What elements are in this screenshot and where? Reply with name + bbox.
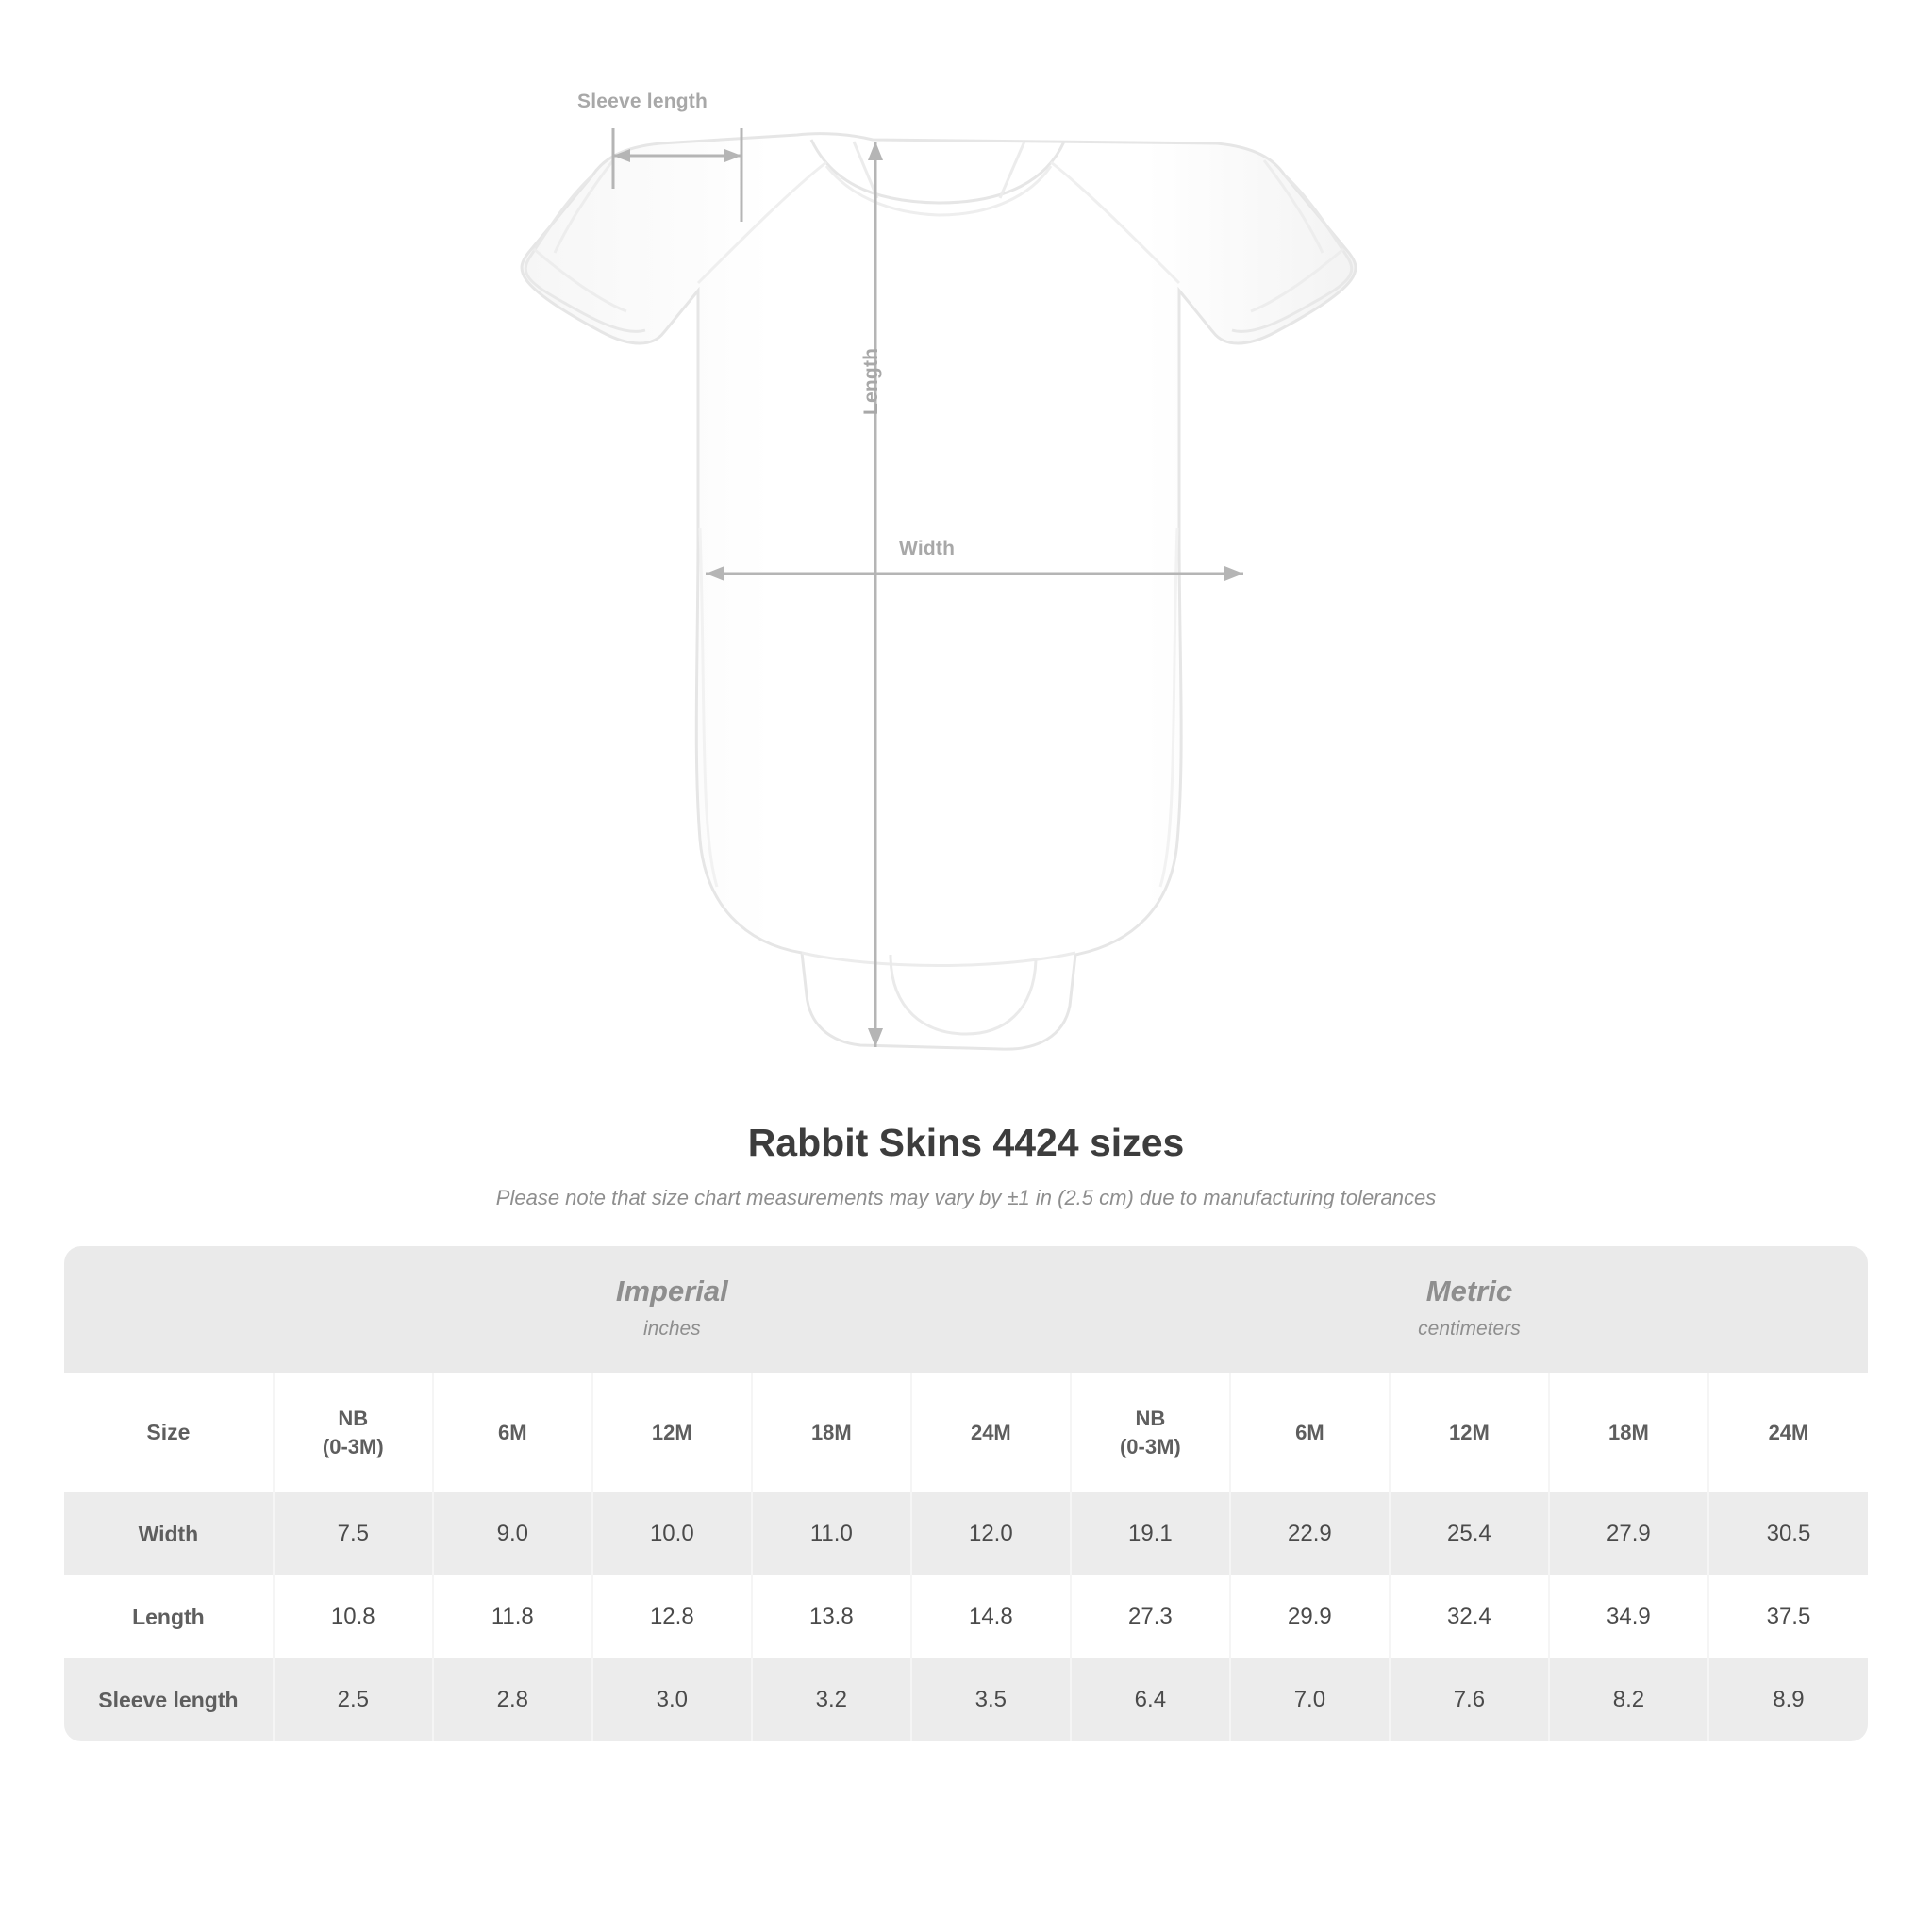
cell-sleeve-4: 3.5 <box>911 1658 1071 1741</box>
unit-group-metric <box>1071 1246 1868 1373</box>
col-header-5-line2: (0-3M) <box>1119 1434 1181 1458</box>
col-header-0-line1: NB <box>338 1407 369 1430</box>
page-title: Rabbit Skins 4424 sizes <box>747 1121 1185 1164</box>
unit-group-row <box>64 1246 1868 1373</box>
cell-sleeve-8: 8.2 <box>1549 1658 1708 1741</box>
table-row <box>64 1658 1868 1741</box>
cell-width-8: 27.9 <box>1549 1492 1708 1575</box>
cell-length-2: 12.8 <box>592 1575 752 1658</box>
col-header-9-line1: 24M <box>1768 1420 1809 1444</box>
table-row <box>64 1575 1868 1658</box>
table-row <box>64 1492 1868 1575</box>
cell-sleeve-2: 3.0 <box>592 1658 752 1741</box>
col-header-1-line1: 6M <box>498 1420 527 1444</box>
row-header-size: Size <box>64 1373 274 1492</box>
col-header-0-line2: (0-3M) <box>322 1434 384 1458</box>
cell-length-7: 32.4 <box>1390 1575 1549 1658</box>
cell-sleeve-0: 2.5 <box>274 1658 433 1741</box>
cell-sleeve-9: 8.9 <box>1708 1658 1868 1741</box>
cell-width-7: 25.4 <box>1390 1492 1549 1575</box>
width-label: Width <box>899 538 956 559</box>
unit-group-imperial-name: Imperial <box>615 1274 728 1307</box>
col-header-4 <box>911 1373 1071 1492</box>
cell-width-9: 30.5 <box>1708 1492 1868 1575</box>
unit-group-imperial <box>274 1246 1071 1373</box>
cell-sleeve-6: 7.0 <box>1230 1658 1390 1741</box>
cell-sleeve-5: 6.4 <box>1071 1658 1230 1741</box>
col-header-8-line1: 18M <box>1608 1420 1649 1444</box>
col-header-2 <box>592 1373 752 1492</box>
cell-length-0: 10.8 <box>274 1575 433 1658</box>
unit-group-metric-name: Metric <box>1425 1274 1513 1307</box>
col-header-6 <box>1230 1373 1390 1492</box>
sleeve-length-label: Sleeve length <box>577 91 708 112</box>
cell-width-3: 11.0 <box>752 1492 911 1575</box>
cell-width-1: 9.0 <box>433 1492 592 1575</box>
cell-width-0: 7.5 <box>274 1492 433 1575</box>
col-header-0 <box>274 1373 433 1492</box>
cell-width-4: 12.0 <box>911 1492 1071 1575</box>
column-header-row <box>64 1373 1868 1492</box>
col-header-3-line1: 18M <box>810 1420 852 1444</box>
cell-width-6: 22.9 <box>1230 1492 1390 1575</box>
cell-width-5: 19.1 <box>1071 1492 1230 1575</box>
col-header-2-line1: 12M <box>651 1420 692 1444</box>
cell-sleeve-1: 2.8 <box>433 1658 592 1741</box>
col-header-3 <box>752 1373 911 1492</box>
cell-length-9: 37.5 <box>1708 1575 1868 1658</box>
cell-length-4: 14.8 <box>911 1575 1071 1658</box>
col-header-9 <box>1708 1373 1868 1492</box>
size-table <box>64 1246 1868 1741</box>
col-header-7-line1: 12M <box>1449 1420 1490 1444</box>
cell-sleeve-3: 3.2 <box>752 1658 911 1741</box>
row-label-sleeve-length: Sleeve length <box>64 1658 274 1741</box>
unit-group-imperial-sub: inches <box>642 1318 701 1340</box>
size-table-wrapper <box>64 1246 1868 1741</box>
length-label: Length <box>860 347 882 415</box>
unit-group-metric-sub: centimeters <box>1418 1318 1521 1340</box>
unit-group-spacer <box>64 1246 274 1373</box>
cell-length-6: 29.9 <box>1230 1575 1390 1658</box>
col-header-8 <box>1549 1373 1708 1492</box>
cell-length-1: 11.8 <box>433 1575 592 1658</box>
col-header-5-line1: NB <box>1135 1407 1166 1430</box>
row-label-width: Width <box>64 1492 274 1575</box>
col-header-7 <box>1390 1373 1549 1492</box>
cell-length-5: 27.3 <box>1071 1575 1230 1658</box>
cell-sleeve-7: 7.6 <box>1390 1658 1549 1741</box>
cell-length-3: 13.8 <box>752 1575 911 1658</box>
tolerance-note: Please note that size chart measurements may vary by ±1 in (2.5 cm) due to manufacturing tolerances <box>495 1186 1437 1209</box>
cell-length-8: 34.9 <box>1549 1575 1708 1658</box>
title-block <box>0 1121 1932 1210</box>
cell-width-2: 10.0 <box>592 1492 752 1575</box>
col-header-4-line1: 24M <box>970 1420 1011 1444</box>
col-header-6-line1: 6M <box>1295 1420 1324 1444</box>
col-header-1 <box>433 1373 592 1492</box>
col-header-5 <box>1071 1373 1230 1492</box>
bodysuit-shape <box>522 134 1356 1050</box>
row-label-length: Length <box>64 1575 274 1658</box>
